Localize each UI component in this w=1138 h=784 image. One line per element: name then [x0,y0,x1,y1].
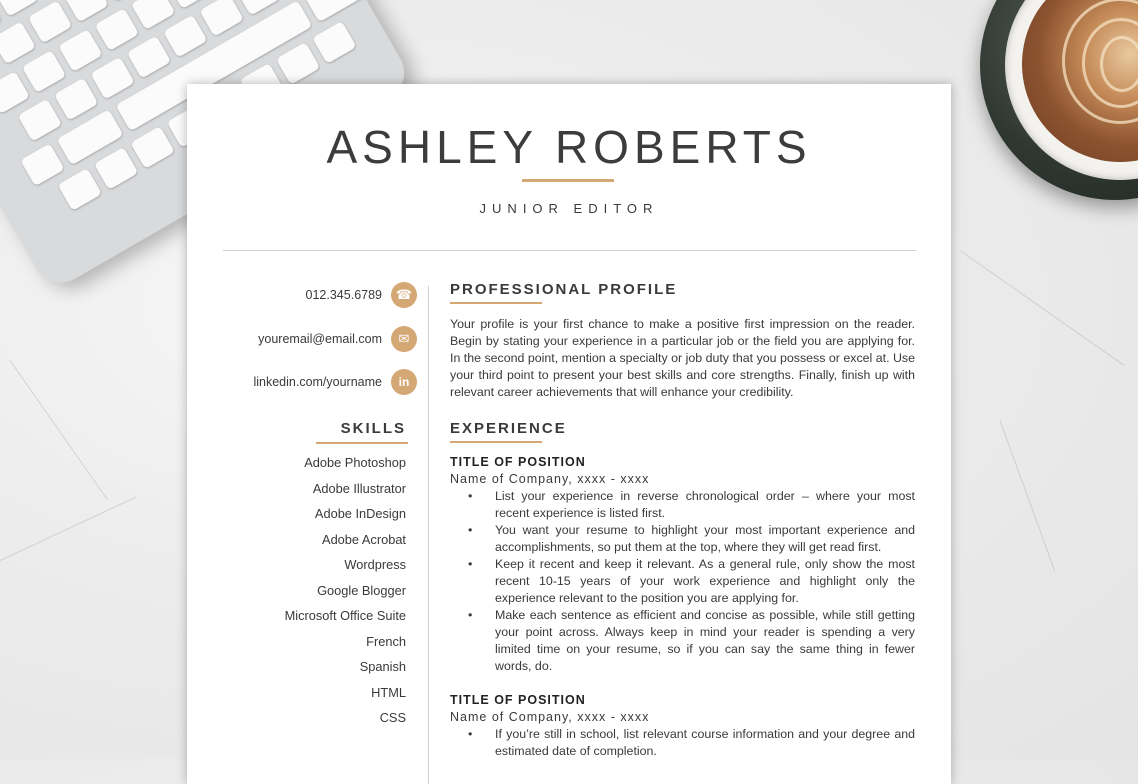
skill-item: Microsoft Office Suite [284,608,406,623]
email-text: youremail@email.com [258,332,382,346]
skill-item: Spanish [359,659,406,674]
position-title: TITLE OF POSITION [450,455,586,469]
profile-heading: PROFESSIONAL PROFILE [450,281,678,298]
resume-page [187,84,951,784]
latte-art-swirl [1100,36,1138,92]
skill-item: Adobe Photoshop [304,455,406,470]
marble-vein [10,360,108,500]
column-divider [428,286,429,784]
skill-item: Adobe Illustrator [312,480,406,496]
resume-name: ASHLEY ROBERTS [326,121,812,173]
bullet-item: • List your experience in reverse chronological order – where your most recent experience is listed first. [495,488,915,522]
phone-text: 012.345.6789 [305,288,382,302]
marble-vein [1000,420,1056,571]
skill-item: Wordpress [344,557,406,572]
bullet-item: • You want your resume to highlight your most important experience and accomplishments, so put them at the top, where they will get read first. [495,522,915,556]
bullet-item: • If you’re still in school, list relevant course information and your degree and estimated date of completion. [495,726,915,760]
experience-section [450,420,915,760]
position-company: Name of Company, xxxx - xxxx [450,472,650,486]
contact-phone [187,282,417,308]
contact-email [187,326,417,352]
profile-accent-rule [450,302,542,304]
bullet-item: • Keep it recent and keep it relevant. As a general rule, only show the most recent 10-15 years of your work experience and highlight only the experience relevant to the position you are applying for. [495,556,915,607]
experience-accent-rule [450,441,542,443]
skills-heading: SKILLS [340,420,406,437]
skill-item: Adobe InDesign [314,506,406,521]
skill-item: CSS [379,710,406,725]
skills-accent-rule [316,442,408,444]
skill-item: Google Blogger [317,582,406,598]
position-entry [450,454,915,675]
skill-item: HTML [371,684,406,700]
skill-item: Adobe Acrobat [322,531,406,547]
phone-icon: ☎ [391,282,417,308]
marble-vein [0,497,136,561]
profile-text: Your profile is your first chance to make a positive first impression on the reader. Begin by stating your experience in a particular job or the field you are applying for. In the second point, mention a specialty or job duty that you possess or excel at. Use your third point to present your best skills and core strengths. Finally, finish up with relevant career achievements that will enhance your credibility. [450,317,915,399]
contact-linkedin [187,369,417,395]
bullet-item: • Make each sentence as efficient and concise as possible, while still getting your point across. Always keep in mind your reader is spending a very limited time on your resume, so if you can say the same thing in fewer words, do. [495,607,915,675]
position-entry [450,692,915,760]
header-divider [223,250,916,251]
experience-heading: EXPERIENCE [450,420,567,437]
profile-section [450,281,915,401]
name-accent-rule [522,179,614,182]
resume-job-title: JUNIOR EDITOR [479,201,659,216]
position-title: TITLE OF POSITION [450,693,586,707]
position-bullets [450,726,915,760]
linkedin-text: linkedin.com/yourname [253,375,382,389]
position-bullets [450,488,915,675]
skills-list [187,454,406,735]
envelope-icon: ✉ [391,326,417,352]
skill-item: French [366,633,406,649]
position-company: Name of Company, xxxx - xxxx [450,710,650,724]
marble-vein [960,250,1124,366]
linkedin-icon: in [391,369,417,395]
